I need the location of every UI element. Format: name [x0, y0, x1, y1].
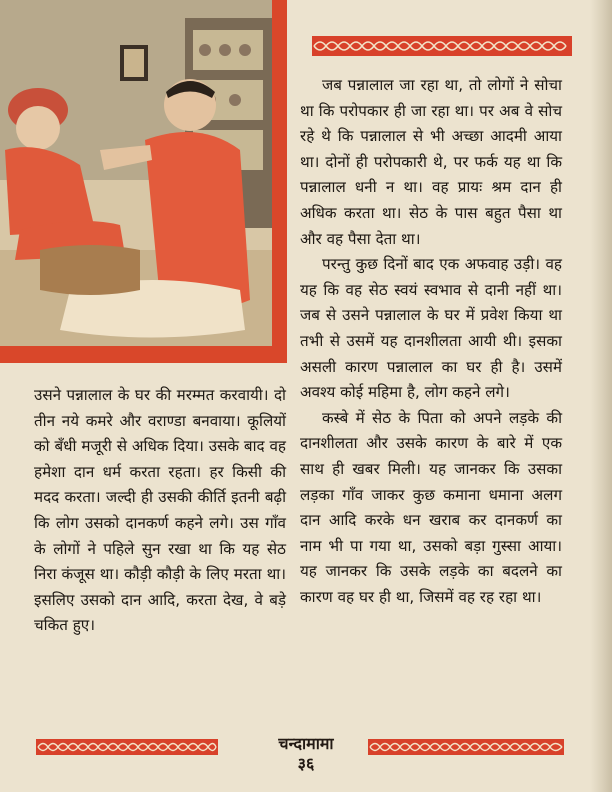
- decorative-border-bottom-left: [36, 737, 218, 757]
- paragraph: उसने पन्नालाल के घर की मरम्मत करवायी। दो तीन नये कमरे और वराण्डा बनवाया। कूलियों को बँधी मजूरी से अधिक दिया। उसके बाद वह हमेशा दान धर्म करता रहता। हर किसी की मदद करता। जल्दी ही उसकी कीर्ति इतनी बढ़ी कि लोग उसको दानकर्ण कहने लगे। उस गाँव के लोगों ने पहिले सुन रखा था कि यह सेठ निरा कंजूस था। कौड़ी कौड़ी के लिए मरता था। इसलिए उसको दान आदि, करता देख, वे बड़े चकित हुए।: [34, 386, 286, 635]
- page-spine-shadow: [590, 0, 612, 792]
- magazine-title: चन्दामामा: [278, 734, 334, 753]
- paragraph: कस्बे में सेठ के पिता को अपने लड़के की दानशीलता और उसके कारण के बारे में एक साथ ही खबर मिली। यह जानकर कि उसका लड़का गाँव जाकर कुछ कमाना धमाना अलग दान आदि करके धन खराब कर दानकर्ण का नाम भी पा गया था, उसको बड़ा गुस्सा आया। यह जानकर कि उसके लड़के का बदलने का कारण वह घर ही था, जिसमें वह रह रहा था।: [300, 408, 562, 606]
- decorative-border-bottom-right: [368, 737, 564, 757]
- paragraph: जब पन्नालाल जा रहा था, तो लोगों ने सोचा था कि परोपकार ही जा रहा था। पर अब वे सोच रहे थे कि पन्नालाल से भी अच्छा आदमी आया था। दोनों ही परोपकारी थे, पर फर्क यह था कि पन्नालाल धनी न था। वह प्रायः श्रम दान ही अधिक करता था। सेठ के पास बहुत पैसा था और वह पैसा देता था।: [300, 76, 562, 248]
- illustration-drawing: [0, 0, 287, 363]
- left-column-text: [34, 383, 286, 639]
- paragraph: परन्तु कुछ दिनों बाद एक अफवाह उड़ी। वह यह कि वह सेठ स्वयं स्वभाव से दानी नहीं था। जब से उसने पन्नालाल के घर में प्रवेश किया था तभी से उसमें यह दानशीलता आयी थी। इसका असली कारण पन्नालाल का घर ही है। उसमें अवश्य कोई महिमा है, लोग कहने लगे।: [300, 255, 562, 402]
- right-column-text: [300, 73, 562, 610]
- story-illustration: [0, 0, 287, 363]
- page-number: ३६: [297, 754, 315, 773]
- decorative-border-top: [312, 36, 572, 56]
